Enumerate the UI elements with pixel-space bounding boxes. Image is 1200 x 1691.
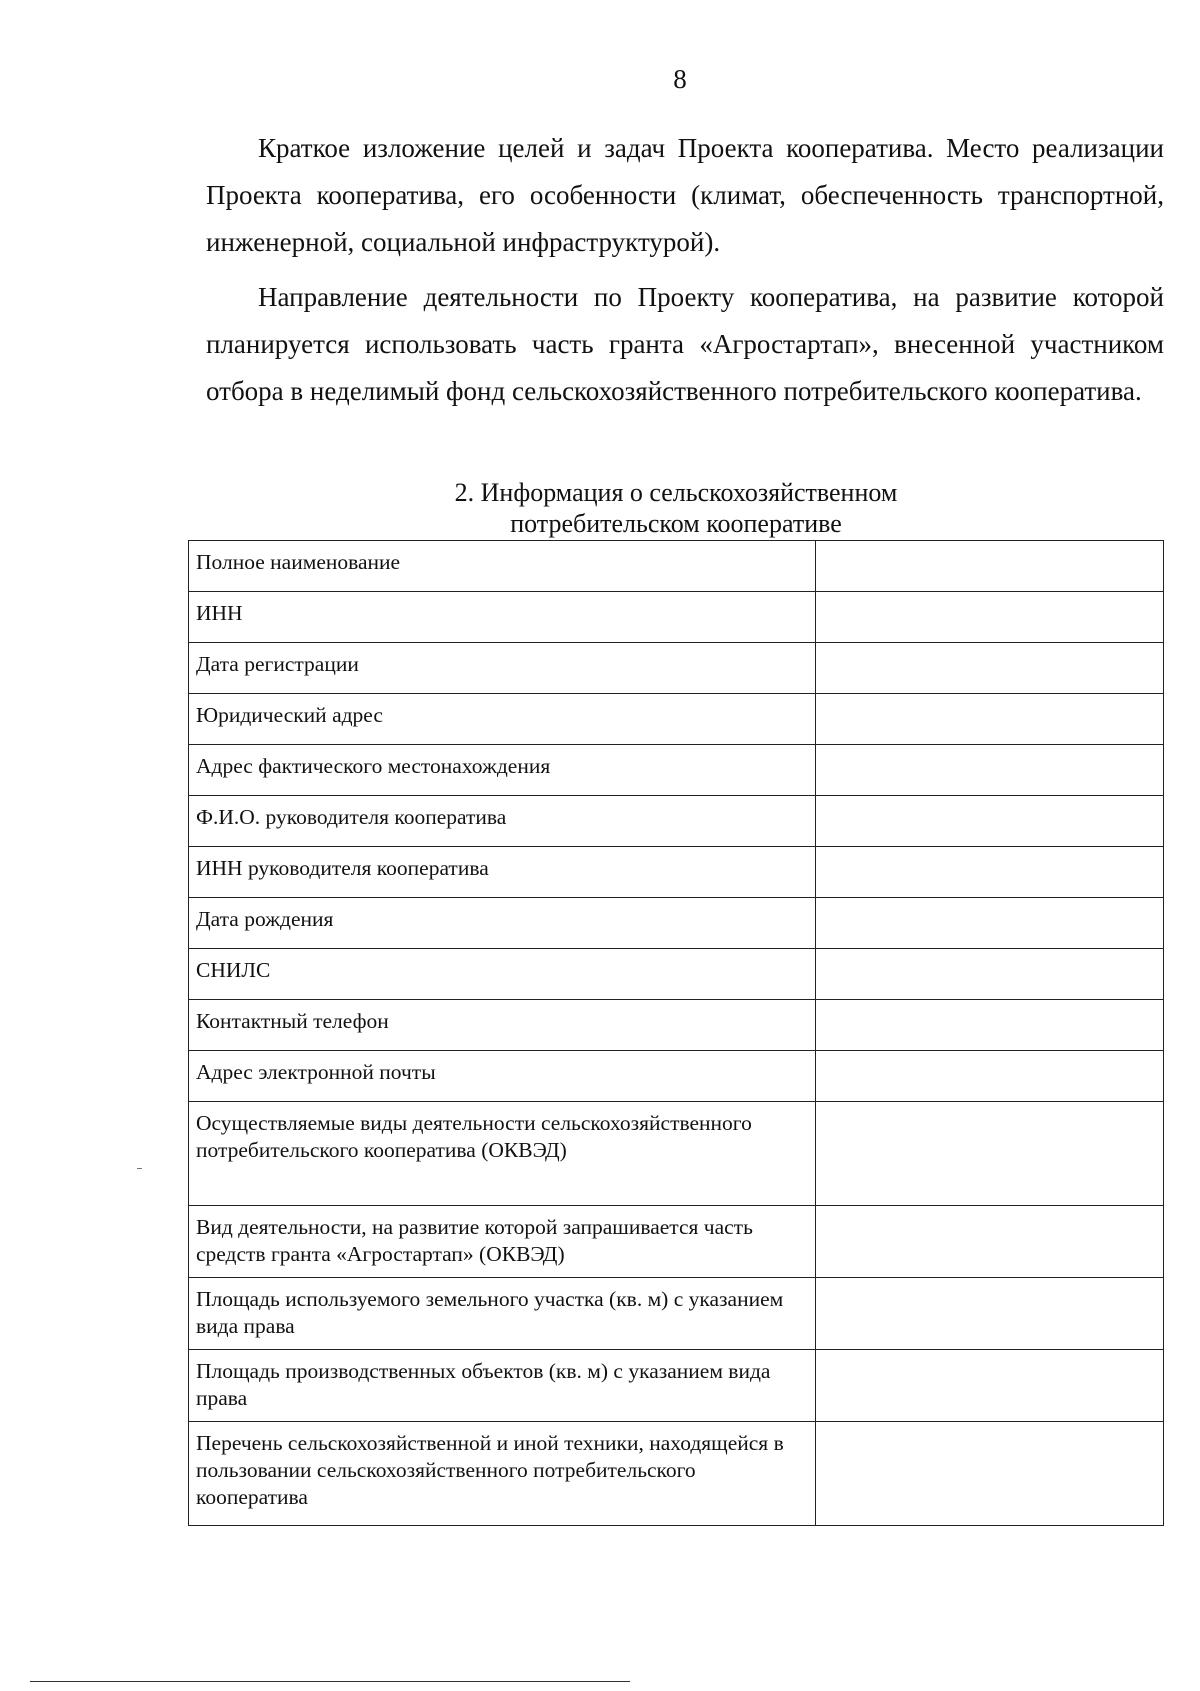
row-label: Перечень сельскохозяйственной и иной техники, находящейся в пользовании сельскохозяйственного потребительского кооператива bbox=[189, 1422, 816, 1526]
paragraph-text: Направление деятельности по Проекту кооператива, на развитие которой планируется использовать часть гранта «Агростартап», внесенной участником отбора в неделимый фонд сельскохозяйственного потребительского кооператива. bbox=[206, 282, 1164, 406]
row-value-cell[interactable] bbox=[815, 1350, 1163, 1422]
scan-speck bbox=[137, 1168, 142, 1169]
row-value-cell[interactable] bbox=[815, 1206, 1163, 1278]
table-row bbox=[189, 643, 1164, 694]
table-row bbox=[189, 1350, 1164, 1422]
table-row bbox=[189, 1422, 1164, 1526]
row-label: Адрес фактического местонахождения bbox=[189, 745, 816, 796]
table-row bbox=[189, 1278, 1164, 1350]
row-label: ИНН руководителя кооператива bbox=[189, 847, 816, 898]
row-label: СНИЛС bbox=[189, 949, 816, 1000]
table-row bbox=[189, 541, 1164, 592]
table-row bbox=[189, 1051, 1164, 1102]
row-value-cell[interactable] bbox=[815, 745, 1163, 796]
table-row bbox=[189, 1102, 1164, 1206]
row-label: Дата регистрации bbox=[189, 643, 816, 694]
paragraph-text: Краткое изложение целей и задач Проекта кооператива. Место реализации Проекта кооператива, его особенности (климат, обеспеченность транспортной, инженерной, социальной инфраструктурой). bbox=[206, 133, 1164, 257]
row-value-cell[interactable] bbox=[815, 1422, 1163, 1526]
row-value-cell[interactable] bbox=[815, 1051, 1163, 1102]
table-row bbox=[189, 796, 1164, 847]
table-row bbox=[189, 898, 1164, 949]
row-value-cell[interactable] bbox=[815, 796, 1163, 847]
row-label: ИНН bbox=[189, 592, 816, 643]
row-value-cell[interactable] bbox=[815, 541, 1163, 592]
table-row bbox=[189, 694, 1164, 745]
row-value-cell[interactable] bbox=[815, 694, 1163, 745]
row-label: Вид деятельности, на развитие которой запрашивается часть средств гранта «Агростартап» (ОКВЭД) bbox=[189, 1206, 816, 1278]
page-number: 8 bbox=[673, 64, 687, 94]
row-label: Ф.И.О. руководителя кооператива bbox=[189, 796, 816, 847]
row-label: Площадь производственных объектов (кв. м) с указанием вида права bbox=[189, 1350, 816, 1422]
row-value-cell[interactable] bbox=[815, 949, 1163, 1000]
section-title bbox=[188, 477, 1164, 539]
row-value-cell[interactable] bbox=[815, 1000, 1163, 1051]
cooperative-info-table bbox=[188, 540, 1164, 1526]
intro-paragraph-direction bbox=[206, 274, 1164, 415]
table-row bbox=[189, 1000, 1164, 1051]
row-value-cell[interactable] bbox=[815, 898, 1163, 949]
section-title-line-1: 2. Информация о сельскохозяйственном bbox=[454, 478, 898, 507]
row-label: Юридический адрес bbox=[189, 694, 816, 745]
row-value-cell[interactable] bbox=[815, 592, 1163, 643]
row-label: Полное наименование bbox=[189, 541, 816, 592]
intro-paragraph-goals bbox=[206, 125, 1164, 266]
table-row bbox=[189, 745, 1164, 796]
table-row bbox=[189, 949, 1164, 1000]
row-value-cell[interactable] bbox=[815, 643, 1163, 694]
section-title-line-2: потребительском кооперативе bbox=[510, 509, 842, 538]
row-value-cell[interactable] bbox=[815, 1278, 1163, 1350]
row-value-cell[interactable] bbox=[815, 847, 1163, 898]
row-label: Адрес электронной почты bbox=[189, 1051, 816, 1102]
row-label: Контактный телефон bbox=[189, 1000, 816, 1051]
footer-rule bbox=[30, 1681, 630, 1682]
row-label: Осуществляемые виды деятельности сельскохозяйственного потребительского кооператива (ОКВЭД) bbox=[189, 1102, 816, 1206]
row-value-cell[interactable] bbox=[815, 1102, 1163, 1206]
table-row bbox=[189, 847, 1164, 898]
row-label: Площадь используемого земельного участка (кв. м) с указанием вида права bbox=[189, 1278, 816, 1350]
table-row bbox=[189, 592, 1164, 643]
table-row bbox=[189, 1206, 1164, 1278]
row-label: Дата рождения bbox=[189, 898, 816, 949]
